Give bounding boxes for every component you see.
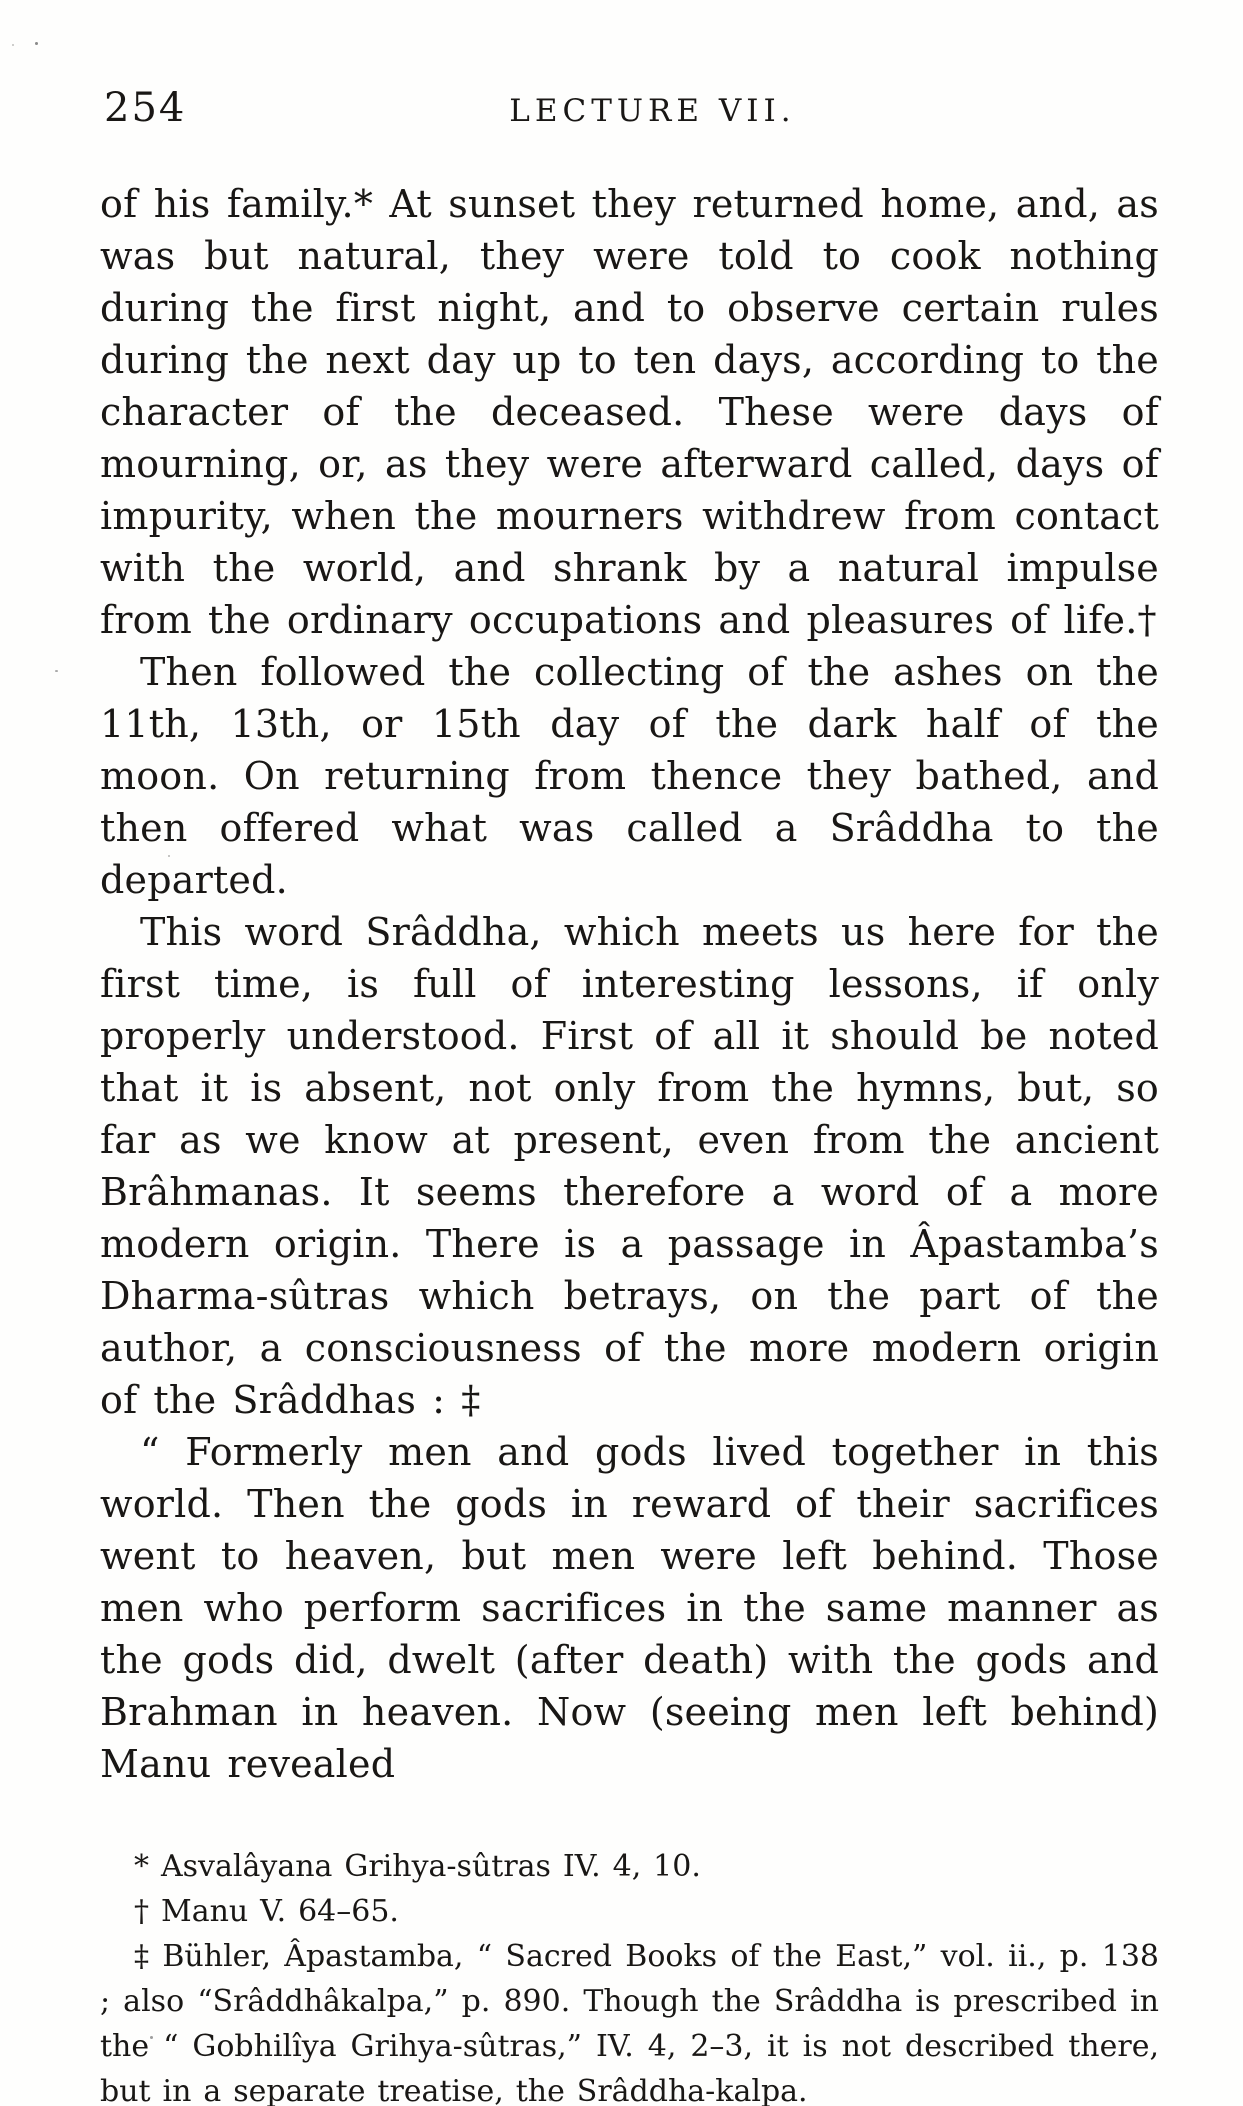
body-paragraph-1: of his family.* At sunset they returned home, and, as was but natural, they were told to cook nothing during the first night, and to observe certain rules during the next day up to ten days, according to the character of the deceased. These were days of mourning, or, as they were afterward called, days of impurity, when the mourners withdrew from contact with the world, and shrank by a natural impulse from the ordinary occupations and pleasures of life.† [100, 182, 1159, 642]
running-title: LECTURE VII. [509, 93, 796, 129]
footnote-asterisk [100, 1844, 1159, 1889]
body-paragraph-4: “ Formerly men and gods lived together in this world. Then the gods in reward of their sacrifices went to heaven, but men were left behind. Those men who perform sacrifices in the same manner as the gods did, dwelt (after death) with the gods and Brahman in heaven. Now (seeing men left behind) Manu revealed [100, 1430, 1159, 1786]
page-body [100, 178, 1159, 1790]
scan-speck [35, 42, 38, 45]
body-paragraph-2: Then followed the collecting of the ashes on the 11th, 13th, or 15th day of the dark half of the moon. On returning from thence they bathed, and then offered what was called a Srâddha to the departed. [100, 650, 1159, 902]
scan-speck [55, 670, 58, 672]
running-header [100, 86, 1159, 134]
footnote-text: Bühler, Âpastamba, “ Sacred Books of the East,” vol. ii., p. 138 ; also “Srâddhâkalpa,” p. 890. Though the Srâddha is prescribed in the “ Gobhilîya Grihya-sûtras,” IV. 4, 2–3, it is not described there, but in a separate treatise, the Srâddha-kalpa. [100, 1939, 1159, 2106]
scan-speck [150, 2036, 153, 2039]
footnotes-block [100, 1844, 1159, 2106]
footnote-dagger [100, 1889, 1159, 1934]
body-paragraph-3: This word Srâddha, which meets us here for the first time, is full of interesting lessons, if only properly understood. First of all it should be noted that it is absent, not only from the hymns, but, so far as we know at present, even from the ancient Brâhmanas. It seems therefore a word of a more modern origin. There is a passage in Âpastamba’s Dharma-sûtras which betrays, on the part of the author, a consciousness of the more modern origin of the Srâddhas : ‡ [100, 910, 1159, 1422]
footnote-marker-double-dagger: ‡ [134, 1939, 151, 1974]
footnote-marker-dagger: † [134, 1894, 149, 1929]
footnote-text: Asvalâyana Grihya-sûtras IV. 4, 10. [161, 1849, 701, 1884]
scan-speck [12, 44, 14, 46]
footnote-double-dagger [100, 1934, 1159, 2106]
scan-speck [168, 855, 170, 857]
footnote-marker-asterisk: * [134, 1849, 149, 1884]
scan-speck [549, 2098, 552, 2101]
footnote-text: Manu V. 64–65. [161, 1894, 399, 1929]
page-number: 254 [104, 85, 187, 131]
